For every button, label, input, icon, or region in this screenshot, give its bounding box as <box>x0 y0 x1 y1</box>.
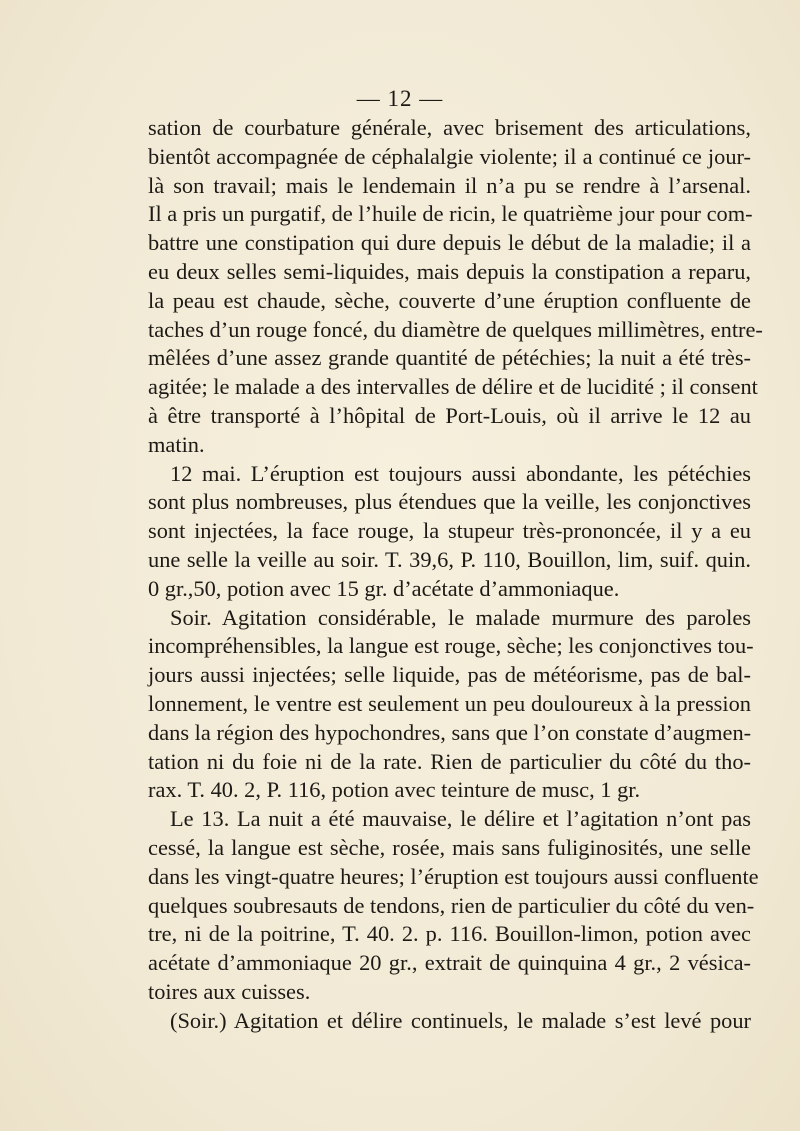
text-line: acétate d’ammoniaque 20 gr., extrait de quinquina 4 gr., 2 vésica- <box>148 950 751 976</box>
text-line: à être transporté à l’hôpital de Port-Louis, où il arrive le 12 au <box>148 402 751 428</box>
text-line: bientôt accompagnée de céphalalgie violente; il a continué ce jour- <box>148 143 751 169</box>
text-line: la peau est chaude, sèche, couverte d’une éruption confluente de <box>148 287 751 313</box>
text-line: tation ni du foie ni de la rate. Rien de particulier du côté du tho- <box>148 748 751 774</box>
paragraph-3 <box>148 604 754 806</box>
paragraph-5 <box>148 1007 751 1036</box>
page-number: — 12 — <box>356 86 444 111</box>
text-line: (Soir.) Agitation et délire continuels, le malade s’est levé pour <box>170 1007 751 1033</box>
paragraph-4 <box>148 805 759 1007</box>
text-line: matin. <box>148 431 205 457</box>
text-line: incompréhensibles, la langue est rouge, sèche; les conjonctives tou- <box>148 633 754 659</box>
text-line: Il a pris un purgatif, de l’huile de ricin, le quatrième jour pour com- <box>148 201 753 227</box>
text-line: tre, ni de la poitrine, T. 40. 2. p. 116. Bouillon-limon, potion avec <box>148 921 751 947</box>
text-line: rax. T. 40. 2, P. 116, potion avec teinture de musc, 1 gr. <box>148 777 641 803</box>
text-line: Soir. Agitation considérable, le malade murmure des paroles <box>170 604 751 630</box>
text-line: toires aux cuisses. <box>148 978 311 1004</box>
paragraph-1 <box>148 114 763 460</box>
text-line: 0 gr.,50, potion avec 15 gr. d’acétate d’ammoniaque. <box>148 575 620 601</box>
text-line: 12 mai. L’éruption est toujours aussi abondante, les pétéchies <box>170 460 751 486</box>
text-line: là son travail; mais le lendemain il n’a pu se rendre à l’arsenal. <box>148 172 751 198</box>
text-line: sont plus nombreuses, plus étendues que la veille, les conjonctives <box>148 489 751 515</box>
text-line: battre une constipation qui dure depuis le début de la maladie; il a <box>148 230 751 256</box>
body-text <box>148 114 763 1036</box>
text-line: taches d’un rouge foncé, du diamètre de quelques millimètres, entre- <box>148 316 763 342</box>
text-line: dans les vingt-quatre heures; l’éruption est toujours aussi confluente <box>148 863 759 889</box>
text-line: quelques soubresauts de tendons, rien de particulier du côté du ven- <box>148 892 755 918</box>
text-line: jours aussi injectées; selle liquide, pas de météorisme, pas de bal- <box>148 662 751 688</box>
text-line: sont injectées, la face rouge, la stupeur très-prononcée, il y a eu <box>148 518 751 544</box>
text-line: lonnement, le ventre est seulement un peu douloureux à la pression <box>148 690 751 716</box>
text-line: dans la région des hypochondres, sans que l’on constate d’augmen- <box>148 719 752 745</box>
text-line: cessé, la langue est sèche, rosée, mais sans fuliginosités, une selle <box>148 834 751 860</box>
text-line: mêlées d’une assez grande quantité de pétéchies; la nuit a été très- <box>148 345 751 371</box>
paragraph-2 <box>148 460 751 604</box>
text-line: sation de courbature générale, avec brisement des articulations, <box>148 115 751 140</box>
text-line: une selle la veille au soir. T. 39,6, P. 110, Bouillon, lim, suif. quin. <box>148 546 751 572</box>
text-line: agitée; le malade a des intervalles de délire et de lucidité ; il consent <box>148 374 758 400</box>
text-line: eu deux selles semi-liquides, mais depuis la constipation a reparu, <box>148 258 751 284</box>
text-line: Le 13. La nuit a été mauvaise, le délire et l’agitation n’ont pas <box>170 806 751 832</box>
